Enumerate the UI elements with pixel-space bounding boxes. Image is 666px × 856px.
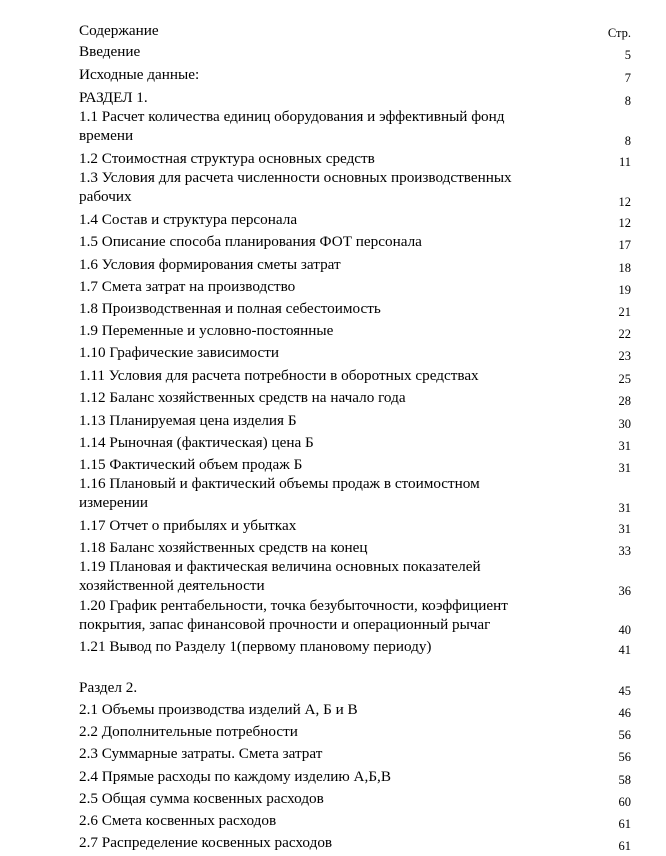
toc-entry[interactable] [79, 107, 631, 148]
toc-entry-page: 17 [618, 238, 631, 252]
toc-entry-title: 1.20 График рентабельности, точка безубыточности, коэффициент [79, 597, 508, 614]
toc-entry-page: 12 [618, 195, 631, 209]
toc-entry[interactable] [79, 722, 631, 741]
toc-entry[interactable] [79, 277, 631, 296]
toc-entry-title: 1.13 Планируемая цена изделия Б [79, 412, 297, 429]
toc-entry-title: 1.19 Плановая и фактическая величина основных показателей [79, 558, 481, 575]
toc-entry-title: 1.6 Условия формирования сметы затрат [79, 256, 341, 273]
toc-entry-page: 22 [618, 327, 631, 341]
toc-entry[interactable] [79, 388, 631, 407]
toc-entry-title: Раздел 2. [79, 679, 138, 696]
toc-entry[interactable] [79, 411, 631, 430]
toc-entry-title: 1.9 Переменные и условно-постоянные [79, 322, 334, 339]
toc-entry-page: 11 [618, 155, 631, 169]
toc-entry-page: 60 [618, 795, 631, 809]
toc-entry-page: 7 [624, 71, 631, 85]
toc-entry-page: 25 [618, 372, 631, 386]
toc-entry-page: 56 [618, 728, 631, 742]
toc-entry-page: 8 [624, 134, 631, 148]
toc-entry-title: 1.21 Вывод по Разделу 1(первому плановому периоду) [79, 638, 432, 655]
toc-entry-page: 30 [618, 417, 631, 431]
toc-entry-title: 2.2 Дополнительные потребности [79, 723, 298, 740]
toc-entry[interactable] [79, 42, 631, 61]
toc-entry-title: 1.16 Плановый и фактический объемы продаж в стоимостном [79, 475, 480, 492]
toc-entry[interactable] [79, 637, 631, 656]
toc-entry-title: 1.12 Баланс хозяйственных средств на начало года [79, 389, 406, 406]
toc-entry-title: 1.4 Состав и структура персонала [79, 211, 298, 228]
page-column-header: Стр. [607, 26, 631, 40]
toc-entry[interactable] [79, 299, 631, 318]
toc-entry-page: 18 [618, 261, 631, 275]
toc-entry[interactable] [79, 516, 631, 535]
toc-entry-page: 41 [618, 643, 631, 657]
toc-entry[interactable] [79, 433, 631, 452]
toc-entry-page: 61 [618, 839, 631, 853]
toc-entry-page: 61 [618, 817, 631, 831]
toc-entry-page: 31 [618, 439, 631, 453]
toc-entry-page: 23 [618, 349, 631, 363]
toc-entry[interactable] [79, 789, 631, 808]
toc-entry[interactable] [79, 538, 631, 557]
toc-entry[interactable] [79, 149, 631, 168]
toc-entry[interactable] [79, 744, 631, 763]
toc-entry[interactable] [79, 700, 631, 719]
toc-entry-title: 1.11 Условия для расчета потребности в оборотных средствах [79, 367, 479, 384]
toc-entry[interactable] [79, 833, 631, 852]
toc-entry-title: 2.4 Прямые расходы по каждому изделию А,Б,В [79, 768, 391, 785]
toc-entry-title: покрытия, запас финансовой прочности и операционный рычаг [79, 616, 491, 633]
toc-entry-page: 40 [618, 623, 631, 637]
toc-entry[interactable] [79, 366, 631, 385]
toc-entry[interactable] [79, 474, 631, 515]
toc-entry-page: 31 [618, 501, 631, 515]
toc-entry[interactable] [79, 210, 631, 229]
toc-entry-page: 58 [618, 773, 631, 787]
toc-entry-title: 1.18 Баланс хозяйственных средств на конец [79, 539, 368, 556]
toc-entry[interactable] [79, 811, 631, 830]
toc-entry-title: 2.5 Общая сумма косвенных расходов [79, 790, 324, 807]
toc-entry[interactable] [79, 678, 631, 697]
toc-entry[interactable] [79, 321, 631, 340]
toc-entry-title: 2.7 Распределение косвенных расходов [79, 834, 333, 851]
toc-entry-page: 56 [618, 750, 631, 764]
toc-entry[interactable] [79, 88, 631, 107]
toc-entry-page: 46 [618, 706, 631, 720]
toc-entry-title: Введение [79, 43, 141, 60]
toc-entry-title: 1.1 Расчет количества единиц оборудования и эффективный фонд [79, 108, 505, 125]
toc-entry-title: времени [79, 127, 134, 144]
toc-entry-title: 2.1 Объемы производства изделий А, Б и В [79, 701, 358, 718]
toc-entry[interactable] [79, 255, 631, 274]
toc-entry[interactable] [79, 767, 631, 786]
toc-entry[interactable] [79, 596, 631, 637]
toc-entry-title: 1.8 Производственная и полная себестоимость [79, 300, 381, 317]
toc-entry-title: 1.3 Условия для расчета численности основных производственных [79, 169, 512, 186]
toc-entry-page: 8 [624, 94, 631, 108]
toc-entry[interactable] [79, 343, 631, 362]
toc-entry-title: 1.17 Отчет о прибылях и убытках [79, 517, 297, 534]
toc-entry-title: 1.2 Стоимостная структура основных средств [79, 150, 375, 167]
toc-entry-page: 19 [618, 283, 631, 297]
toc-entry-title: 1.7 Смета затрат на производство [79, 278, 296, 295]
toc-entry-title: измерении [79, 494, 148, 511]
toc-entry-page: 5 [624, 48, 631, 62]
toc-entry-title: рабочих [79, 188, 132, 205]
toc-entry[interactable] [79, 557, 631, 598]
toc-entry-page: 31 [618, 522, 631, 536]
toc-entry-title: 2.6 Смета косвенных расходов [79, 812, 277, 829]
toc-entry-title: 1.14 Рыночная (фактическая) цена Б [79, 434, 314, 451]
toc-entry-title: 1.5 Описание способа планирования ФОТ персонала [79, 233, 422, 250]
toc-entry[interactable] [79, 232, 631, 251]
toc-entry-page: 21 [618, 305, 631, 319]
toc-entry-title: РАЗДЕЛ 1. [79, 89, 148, 106]
toc-entry-title: хозяйственной деятельности [79, 577, 265, 594]
toc-entry-title: 2.3 Суммарные затраты. Смета затрат [79, 745, 323, 762]
toc-entry-page: 45 [618, 684, 631, 698]
toc-entry-page: 28 [618, 394, 631, 408]
toc-entry-title: 1.10 Графические зависимости [79, 344, 280, 361]
toc-entry-title: 1.15 Фактический объем продаж Б [79, 456, 303, 473]
toc-heading: Содержание [79, 22, 159, 39]
toc-entry-page: 33 [618, 544, 631, 558]
toc-entry-page: 31 [618, 461, 631, 475]
toc-entry[interactable] [79, 455, 631, 474]
toc-entry[interactable] [79, 65, 631, 84]
toc-entry-title: Исходные данные: [79, 66, 200, 83]
toc-entry-page: 12 [618, 216, 631, 230]
toc-entry[interactable] [79, 168, 631, 209]
toc-entry-page: 36 [618, 584, 631, 598]
